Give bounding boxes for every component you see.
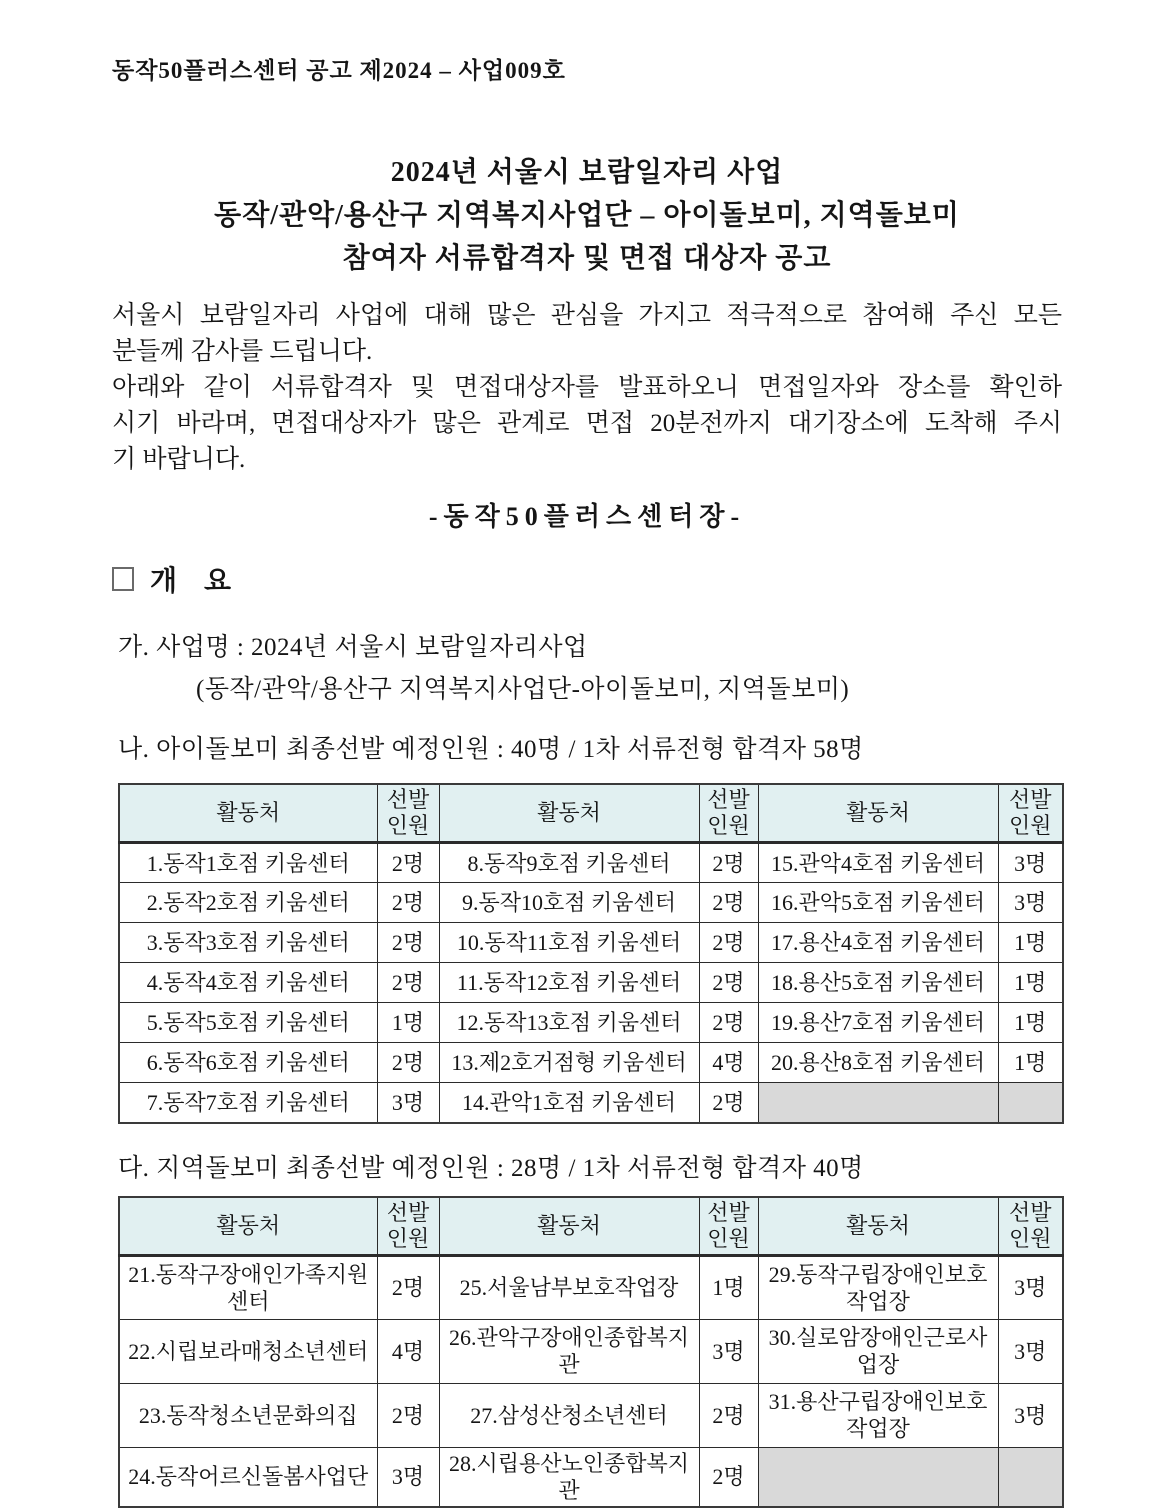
column-header-count: 선발인원: [998, 784, 1063, 843]
table-header-row: [119, 1197, 1063, 1256]
cell-count: 3명: [998, 1255, 1063, 1319]
item-na: 나. 아이돌보미 최종선발 예정인원 : 40명 / 1차 서류전형 합격자 58명: [118, 736, 864, 763]
cell-site: 9.동작10호점 키움센터: [439, 883, 699, 923]
cell-count: 1명: [998, 1043, 1063, 1083]
item-ga-line2: (동작/관악/용산구 지역복지사업단-아이돌보미, 지역돌보미): [196, 676, 850, 703]
cell-site: 16.관악5호점 키움센터: [758, 883, 998, 923]
cell-empty: [758, 1083, 998, 1123]
cell-site: 13.제2호거점형 키움센터: [439, 1043, 699, 1083]
cell-site: 1.동작1호점 키움센터: [119, 843, 377, 883]
cell-site: 30.실로암장애인근로사업장: [758, 1319, 998, 1383]
cell-site: 20.용산8호점 키움센터: [758, 1043, 998, 1083]
cell-count: 2명: [699, 843, 758, 883]
cell-site: 28.시립용산노인종합복지관: [439, 1447, 699, 1507]
cell-empty: [998, 1083, 1063, 1123]
cell-count: 2명: [377, 1383, 439, 1447]
cell-count: 2명: [699, 1383, 758, 1447]
cell-count: 1명: [377, 1003, 439, 1043]
cell-count: 2명: [699, 1003, 758, 1043]
cell-site: 22.시립보라매청소년센터: [119, 1319, 377, 1383]
cell-count: 2명: [699, 923, 758, 963]
cell-site: 15.관악4호점 키움센터: [758, 843, 998, 883]
cell-count: 3명: [699, 1319, 758, 1383]
table-row: [119, 1255, 1063, 1319]
document-title: [112, 151, 1062, 280]
cell-site: 18.용산5호점 키움센터: [758, 963, 998, 1003]
notice-number: 동작50플러스센터 공고 제2024 – 사업009호: [112, 58, 566, 83]
cell-site: 11.동작12호점 키움센터: [439, 963, 699, 1003]
table-row: [119, 1003, 1063, 1043]
column-header-site: 활동처: [439, 1197, 699, 1256]
item-ga-line1: 가. 사업명 : 2024년 서울시 보람일자리사업: [118, 634, 588, 661]
cell-count: 4명: [699, 1043, 758, 1083]
cell-count: 1명: [699, 1255, 758, 1319]
overview-heading-label: 개 요: [150, 566, 242, 597]
title-line-1: 2024년 서울시 보람일자리 사업: [390, 157, 784, 188]
cell-site: 19.용산7호점 키움센터: [758, 1003, 998, 1043]
table-row: [119, 1043, 1063, 1083]
cell-site: 4.동작4호점 키움센터: [119, 963, 377, 1003]
cell-site: 7.동작7호점 키움센터: [119, 1083, 377, 1123]
cell-empty: [758, 1447, 998, 1507]
cell-count: 2명: [377, 883, 439, 923]
body-line: 아래와 같이 서류합격자 및 면접대상자를 발표하오니 면접일자와 장소를 확인하: [112, 374, 1062, 401]
cell-site: 14.관악1호점 키움센터: [439, 1083, 699, 1123]
column-header-site: 활동처: [119, 1197, 377, 1256]
table-row: [119, 843, 1063, 883]
cell-count: 2명: [377, 1043, 439, 1083]
body-line: 기 바랍니다.: [112, 446, 246, 473]
cell-count: 2명: [377, 963, 439, 1003]
cell-count: 2명: [699, 1447, 758, 1507]
cell-site: 6.동작6호점 키움센터: [119, 1043, 377, 1083]
column-header-site: 활동처: [119, 784, 377, 843]
title-line-3: 참여자 서류합격자 및 면접 대상자 공고: [342, 243, 832, 274]
cell-count: 4명: [377, 1319, 439, 1383]
column-header-site: 활동처: [758, 1197, 998, 1256]
square-bullet-icon: [112, 567, 134, 591]
column-header-count: 선발인원: [377, 1197, 439, 1256]
table-local-care: [118, 1196, 1064, 1508]
column-header-site: 활동처: [758, 784, 998, 843]
cell-count: 3명: [998, 883, 1063, 923]
cell-count: 2명: [377, 843, 439, 883]
body-paragraphs: [112, 298, 1062, 478]
cell-site: 29.동작구립장애인보호작업장: [758, 1255, 998, 1319]
column-header-count: 선발인원: [699, 1197, 758, 1256]
table-row: [119, 923, 1063, 963]
body-line: 시기 바라며, 면접대상자가 많은 관계로 면접 20분전까지 대기장소에 도착해 주시: [112, 410, 1062, 437]
cell-count: 2명: [377, 1255, 439, 1319]
cell-site: 21.동작구장애인가족지원센터: [119, 1255, 377, 1319]
column-header-count: 선발인원: [998, 1197, 1063, 1256]
table-row: [119, 1319, 1063, 1383]
table-row: [119, 963, 1063, 1003]
table-row: [119, 883, 1063, 923]
cell-count: 3명: [998, 1319, 1063, 1383]
cell-count: 3명: [377, 1447, 439, 1507]
body-line: 서울시 보람일자리 사업에 대해 많은 관심을 가지고 적극적으로 참여해 주신 모든: [112, 302, 1062, 329]
cell-count: 3명: [998, 1383, 1063, 1447]
cell-count: 2명: [699, 963, 758, 1003]
cell-count: 2명: [699, 883, 758, 923]
cell-site: 12.동작13호점 키움센터: [439, 1003, 699, 1043]
cell-site: 27.삼성산청소년센터: [439, 1383, 699, 1447]
cell-count: 2명: [377, 923, 439, 963]
cell-count: 1명: [998, 963, 1063, 1003]
cell-site: 8.동작9호점 키움센터: [439, 843, 699, 883]
cell-site: 24.동작어르신돌봄사업단: [119, 1447, 377, 1507]
overview-heading: [112, 559, 1062, 599]
cell-empty: [998, 1447, 1063, 1507]
body-line: 분들께 감사를 드립니다.: [112, 338, 373, 365]
cell-count: 1명: [998, 1003, 1063, 1043]
signer-line: -동작50플러스센터장-: [428, 502, 746, 531]
cell-site: 5.동작5호점 키움센터: [119, 1003, 377, 1043]
table-header-row: [119, 784, 1063, 843]
table-row: [119, 1447, 1063, 1507]
table-child-care: [118, 783, 1064, 1124]
column-header-count: 선발인원: [699, 784, 758, 843]
cell-site: 23.동작청소년문화의집: [119, 1383, 377, 1447]
title-line-2: 동작/관악/용산구 지역복지사업단 – 아이돌보미, 지역돌보미: [214, 200, 960, 231]
table-row: [119, 1383, 1063, 1447]
cell-site: 31.용산구립장애인보호작업장: [758, 1383, 998, 1447]
table-row: [119, 1083, 1063, 1123]
cell-site: 2.동작2호점 키움센터: [119, 883, 377, 923]
cell-site: 3.동작3호점 키움센터: [119, 923, 377, 963]
column-header-count: 선발인원: [377, 784, 439, 843]
cell-count: 1명: [998, 923, 1063, 963]
cell-site: 25.서울남부보호작업장: [439, 1255, 699, 1319]
cell-site: 10.동작11호점 키움센터: [439, 923, 699, 963]
cell-site: 26.관악구장애인종합복지관: [439, 1319, 699, 1383]
cell-site: 17.용산4호점 키움센터: [758, 923, 998, 963]
cell-count: 2명: [699, 1083, 758, 1123]
item-da: 다. 지역돌보미 최종선발 예정인원 : 28명 / 1차 서류전형 합격자 40명: [118, 1154, 864, 1182]
cell-count: 3명: [998, 843, 1063, 883]
column-header-site: 활동처: [439, 784, 699, 843]
cell-count: 3명: [377, 1083, 439, 1123]
